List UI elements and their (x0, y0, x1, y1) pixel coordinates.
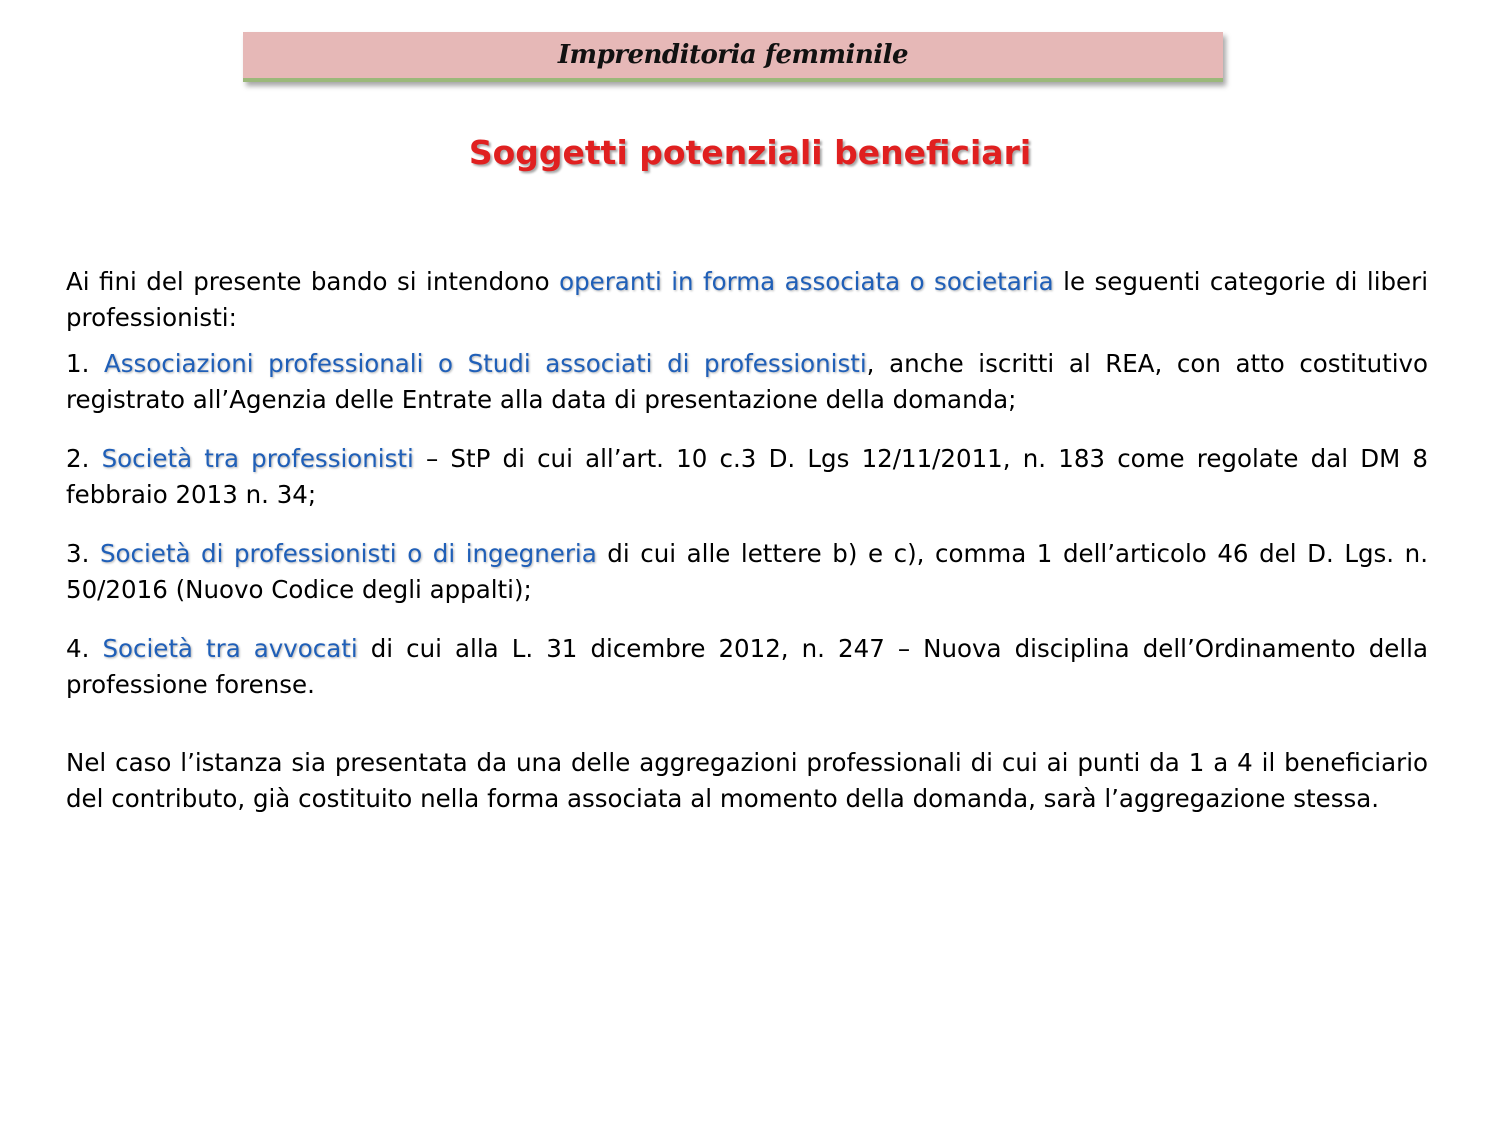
list-item-highlight: Associazioni professionali o Studi associati di professionisti (103, 349, 867, 378)
header-banner (243, 32, 1223, 82)
intro-text-before: Ai fini del presente bando si intendono (66, 267, 560, 296)
list-item-text: di cui alle lettere b) e c), comma 1 dell’articolo 46 del D. Lgs. n. 50/2016 (Nuovo Codice degli appalti); (66, 539, 1428, 604)
list-item (66, 441, 1428, 513)
list-item (66, 631, 1428, 703)
list-item-text: – StP di cui all’art. 10 c.3 D. Lgs 12/11/2011, n. 183 come regolate dal DM 8 febbraio 2013 n. 34; (66, 444, 1428, 509)
list-item-text: di cui alla L. 31 dicembre 2012, n. 247 – Nuova disciplina dell’Ordinamento della professione forense. (66, 634, 1428, 699)
list-item (66, 536, 1428, 608)
list-item-highlight: Società tra avvocati (102, 634, 358, 663)
page-title: Soggetti potenziali beneficiari (468, 133, 1032, 172)
intro-text-after: le seguenti categorie di liberi professionisti: (66, 267, 1428, 332)
list-item-number: 3. (66, 539, 100, 568)
list-item-text: , anche iscritti al REA, con atto costitutivo registrato all’Agenzia delle Entrate alla data di presentazione della domanda; (66, 349, 1428, 414)
intro-highlight: operanti in forma associata o societaria (559, 267, 1054, 296)
content-body (66, 264, 1428, 817)
list-item-number: 2. (66, 444, 102, 473)
list-item (66, 346, 1428, 418)
closing-paragraph: Nel caso l’istanza sia presentata da una delle aggregazioni professionali di cui ai punti da 1 a 4 il beneficiario del contributo, già costituito nella forma associata al momento della domanda, sarà l’aggregazione stessa. (66, 748, 1428, 813)
list-item-highlight: Società di professionisti o di ingegneria (99, 539, 597, 568)
intro-paragraph (66, 264, 1428, 336)
list-item-number: 1. (66, 349, 104, 378)
list-item-highlight: Società tra professionisti (101, 444, 414, 473)
header-title: Imprenditoria femminile (557, 40, 909, 70)
list-item-number: 4. (66, 634, 103, 663)
